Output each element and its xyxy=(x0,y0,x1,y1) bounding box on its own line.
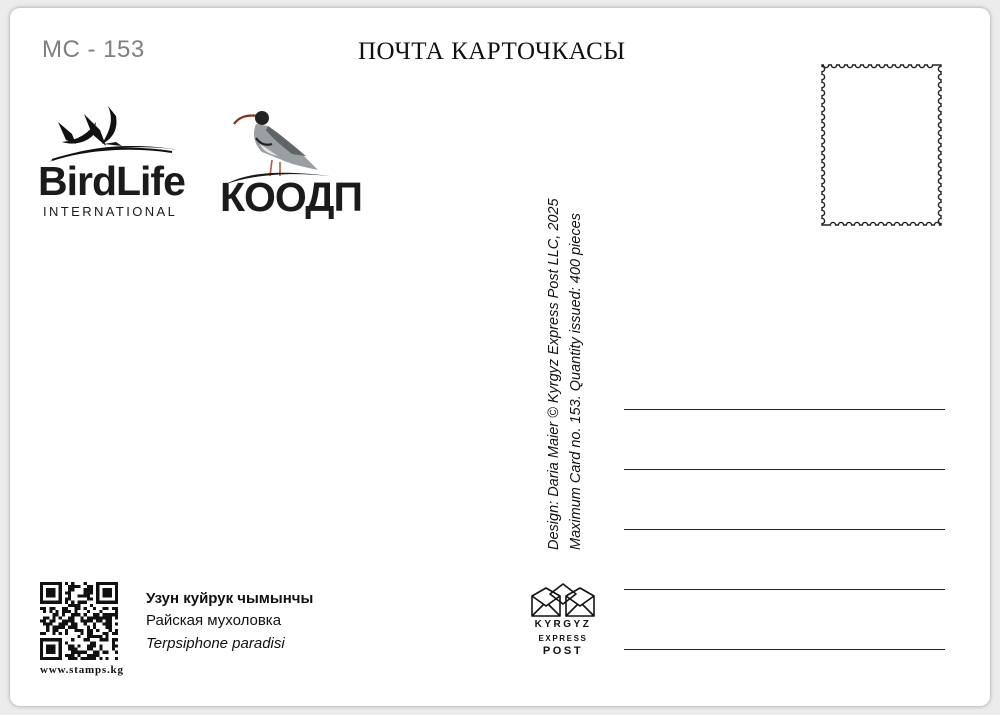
qr-module xyxy=(96,629,99,632)
qr-module xyxy=(112,648,115,651)
qr-module xyxy=(43,619,46,622)
qr-module xyxy=(96,616,99,619)
qr-module xyxy=(93,607,96,610)
qr-module xyxy=(68,594,71,597)
qr-module xyxy=(43,623,46,626)
qr-module xyxy=(99,648,102,651)
birdlife-subtitle: INTERNATIONAL xyxy=(43,204,178,219)
qr-module xyxy=(68,604,71,607)
qr-module xyxy=(71,619,74,622)
qr-module xyxy=(77,629,80,632)
qr-module xyxy=(59,623,62,626)
qr-module xyxy=(99,619,102,622)
qr-module xyxy=(109,613,112,616)
qr-module xyxy=(71,648,74,651)
qr-module xyxy=(90,604,93,607)
qr-module xyxy=(90,657,93,660)
qr-module xyxy=(90,616,93,619)
qr-module xyxy=(112,632,115,635)
qr-module xyxy=(52,613,55,616)
qr-module xyxy=(68,654,71,657)
qr-module xyxy=(81,629,84,632)
qr-module xyxy=(40,619,43,622)
publisher-line-3: POST xyxy=(542,645,584,657)
qr-module xyxy=(74,626,77,629)
stamp-placeholder xyxy=(818,61,945,229)
qr-module xyxy=(84,638,87,641)
qr-module xyxy=(90,641,93,644)
address-line xyxy=(624,409,945,410)
qr-module xyxy=(74,607,77,610)
birdlife-swallows-icon xyxy=(44,104,186,162)
qr-module xyxy=(71,623,74,626)
qr-module xyxy=(106,635,109,638)
qr-module xyxy=(77,635,80,638)
qr-module xyxy=(90,585,93,588)
qr-module xyxy=(99,657,102,660)
qr-module xyxy=(93,641,96,644)
qr-module xyxy=(49,607,52,610)
qr-module xyxy=(106,607,109,610)
qr-module xyxy=(71,604,74,607)
qr-module xyxy=(81,651,84,654)
qr-module xyxy=(62,626,65,629)
qr-module xyxy=(90,591,93,594)
qr-module xyxy=(46,623,49,626)
qr-module xyxy=(84,619,87,622)
qr-module xyxy=(87,591,90,594)
qr-module xyxy=(115,610,118,613)
qr-module xyxy=(106,657,109,660)
qr-module xyxy=(65,629,68,632)
qr-module xyxy=(62,623,65,626)
qr-module xyxy=(65,623,68,626)
qr-module xyxy=(115,616,118,619)
qr-module xyxy=(71,654,74,657)
qr-module xyxy=(102,632,105,635)
qr-module xyxy=(81,619,84,622)
qr-module xyxy=(52,626,55,629)
qr-module xyxy=(56,613,59,616)
qr-module xyxy=(77,644,80,647)
qr-module xyxy=(68,648,71,651)
qr-module xyxy=(52,619,55,622)
qr-module xyxy=(109,616,112,619)
qr-module xyxy=(77,654,80,657)
qr-module xyxy=(93,635,96,638)
qr-module xyxy=(112,641,115,644)
qr-module xyxy=(106,623,109,626)
qr-module xyxy=(87,619,90,622)
species-name-latin: Terpsiphone paradisi xyxy=(146,635,285,652)
qr-module xyxy=(90,588,93,591)
qr-module xyxy=(99,638,102,641)
address-line xyxy=(624,649,945,650)
qr-module xyxy=(84,601,87,604)
credits-issue: Maximum Card no. 153. Quantity issued: 400 pieces xyxy=(568,213,584,550)
qr-module xyxy=(74,629,77,632)
qr-module xyxy=(77,604,80,607)
qr-module xyxy=(96,654,99,657)
qr-module xyxy=(74,585,77,588)
qr-module xyxy=(65,598,68,601)
qr-module xyxy=(93,644,96,647)
address-line xyxy=(624,469,945,470)
qr-module xyxy=(93,657,96,660)
qr-module xyxy=(40,632,43,635)
qr-module xyxy=(65,601,68,604)
birdlife-wordmark: BirdLife xyxy=(38,158,185,204)
qr-module xyxy=(77,585,80,588)
qr-module xyxy=(115,629,118,632)
qr-module xyxy=(87,632,90,635)
qr-module xyxy=(102,607,105,610)
qr-module xyxy=(112,607,115,610)
qr-module xyxy=(106,613,109,616)
qr-module xyxy=(87,585,90,588)
qr-module xyxy=(74,657,77,660)
qr-module xyxy=(68,626,71,629)
qr-module xyxy=(65,641,68,644)
qr-module xyxy=(49,619,52,622)
qr-module xyxy=(65,632,68,635)
qr-module xyxy=(56,610,59,613)
address-line xyxy=(624,589,945,590)
qr-module xyxy=(93,616,96,619)
qr-module xyxy=(90,654,93,657)
qr-module xyxy=(81,632,84,635)
qr-module xyxy=(59,616,62,619)
qr-module xyxy=(115,638,118,641)
qr-module xyxy=(106,651,109,654)
qr-module xyxy=(96,613,99,616)
qr-module xyxy=(74,604,77,607)
qr-module xyxy=(87,648,90,651)
qr-module xyxy=(62,607,65,610)
card-code: МС - 153 xyxy=(42,36,145,63)
qr-module xyxy=(62,610,65,613)
qr-module xyxy=(62,619,65,622)
qr-module xyxy=(90,629,93,632)
address-line xyxy=(624,529,945,530)
qr-module xyxy=(46,626,49,629)
qr-module xyxy=(65,582,68,585)
qr-module xyxy=(52,616,55,619)
qr-module xyxy=(46,629,49,632)
qr-module xyxy=(71,638,74,641)
qr-module xyxy=(62,613,65,616)
qr-module xyxy=(115,651,118,654)
qr-module xyxy=(102,616,105,619)
qr-module xyxy=(84,623,87,626)
qr-module xyxy=(68,616,71,619)
credits-block xyxy=(540,154,590,554)
qr-module xyxy=(87,616,90,619)
qr-module xyxy=(87,644,90,647)
qr-module xyxy=(74,648,77,651)
qr-module xyxy=(115,607,118,610)
qr-module xyxy=(43,607,46,610)
qr-module xyxy=(71,651,74,654)
qr-module xyxy=(115,644,118,647)
qr-module xyxy=(115,632,118,635)
qr-module xyxy=(84,613,87,616)
species-name-kyrgyz: Узун куйрук чымынчы xyxy=(146,590,314,607)
qr-module xyxy=(71,626,74,629)
qr-module xyxy=(99,610,102,613)
qr-module xyxy=(71,616,74,619)
qr-module xyxy=(81,616,84,619)
qr-module xyxy=(87,594,90,597)
qr-module xyxy=(52,607,55,610)
qr-module xyxy=(90,632,93,635)
qr-module xyxy=(74,623,77,626)
qr-module xyxy=(112,613,115,616)
qr-module xyxy=(109,626,112,629)
qr-module xyxy=(84,651,87,654)
qr-module xyxy=(106,632,109,635)
qr-module xyxy=(77,601,80,604)
qr-module xyxy=(49,623,52,626)
qr-module xyxy=(84,607,87,610)
qr-module xyxy=(65,619,68,622)
qr-module xyxy=(90,619,93,622)
qr-module xyxy=(77,651,80,654)
qr-module xyxy=(96,651,99,654)
qr-module xyxy=(93,626,96,629)
qr-module xyxy=(74,651,77,654)
qr-module xyxy=(90,598,93,601)
qr-module xyxy=(43,632,46,635)
qr-module xyxy=(106,638,109,641)
qr-module xyxy=(65,610,68,613)
qr-module xyxy=(71,601,74,604)
qr-module xyxy=(68,591,71,594)
qr-module xyxy=(87,657,90,660)
qr-module xyxy=(77,613,80,616)
qr-module xyxy=(96,635,99,638)
qr-module xyxy=(115,657,118,660)
qr-module xyxy=(102,613,105,616)
qr-module xyxy=(71,657,74,660)
qr-module xyxy=(52,629,55,632)
qr-module xyxy=(84,591,87,594)
qr-module xyxy=(84,657,87,660)
qr-module xyxy=(65,607,68,610)
qr-module xyxy=(99,644,102,647)
publisher-line-2: EXPRESS xyxy=(538,634,588,643)
qr-module xyxy=(93,613,96,616)
envelopes-icon xyxy=(530,582,596,620)
publisher-line-1: KYRGYZ xyxy=(534,619,592,630)
qr-module xyxy=(115,623,118,626)
qr-module xyxy=(87,638,90,641)
qr-module xyxy=(93,651,96,654)
qr-module xyxy=(102,651,105,654)
qr-module xyxy=(40,607,43,610)
qr-module xyxy=(84,582,87,585)
qr-module xyxy=(87,598,90,601)
qr-code xyxy=(40,582,118,660)
qr-module xyxy=(65,591,68,594)
qr-module xyxy=(74,610,77,613)
qr-module xyxy=(71,585,74,588)
qr-module xyxy=(43,610,46,613)
qr-module xyxy=(52,632,55,635)
qr-module xyxy=(106,619,109,622)
qr-module xyxy=(106,616,109,619)
species-name-russian: Райская мухоловка xyxy=(146,612,282,629)
website-link[interactable]: www.stamps.kg xyxy=(40,664,124,676)
qr-module xyxy=(109,623,112,626)
qr-module xyxy=(68,610,71,613)
card-title: ПОЧТА КАРТОЧКАСЫ xyxy=(358,38,626,65)
qr-module xyxy=(96,619,99,622)
qr-module xyxy=(74,613,77,616)
qr-module xyxy=(109,629,112,632)
qr-module xyxy=(46,616,49,619)
qr-module xyxy=(112,644,115,647)
qr-module xyxy=(81,594,84,597)
qr-module xyxy=(87,588,90,591)
qr-module xyxy=(106,626,109,629)
qr-module xyxy=(99,616,102,619)
qr-module xyxy=(56,629,59,632)
qr-module xyxy=(71,613,74,616)
qr-module xyxy=(43,616,46,619)
qr-module xyxy=(71,582,74,585)
postcard-back xyxy=(10,8,990,706)
qr-module xyxy=(112,638,115,641)
qr-module xyxy=(77,607,80,610)
qr-module xyxy=(68,585,71,588)
qr-module xyxy=(65,654,68,657)
qr-module xyxy=(93,654,96,657)
qr-module xyxy=(68,598,71,601)
qr-module xyxy=(84,594,87,597)
qr-module xyxy=(90,635,93,638)
qr-module xyxy=(87,629,90,632)
qr-module xyxy=(115,613,118,616)
qr-module xyxy=(87,635,90,638)
qr-module xyxy=(68,588,71,591)
qr-module xyxy=(81,601,84,604)
qr-module xyxy=(68,657,71,660)
qr-module xyxy=(102,638,105,641)
qr-module xyxy=(99,635,102,638)
qr-module xyxy=(68,644,71,647)
credits-design: Design: Daria Maier © Kyrgyz Express Post LLC, 2025 xyxy=(546,198,562,550)
qr-module xyxy=(81,657,84,660)
qr-module xyxy=(87,654,90,657)
qr-module xyxy=(68,619,71,622)
qr-module xyxy=(77,594,80,597)
qr-module xyxy=(87,610,90,613)
qr-module xyxy=(71,644,74,647)
qr-module xyxy=(90,644,93,647)
koodp-wordmark: КООДП xyxy=(220,174,362,220)
qr-module xyxy=(59,632,62,635)
qr-module xyxy=(49,610,52,613)
qr-module xyxy=(93,623,96,626)
qr-module xyxy=(90,648,93,651)
qr-module xyxy=(84,588,87,591)
qr-module xyxy=(56,626,59,629)
qr-module xyxy=(87,626,90,629)
qr-module xyxy=(59,626,62,629)
qr-module xyxy=(102,623,105,626)
qr-module xyxy=(109,619,112,622)
qr-module xyxy=(71,588,74,591)
